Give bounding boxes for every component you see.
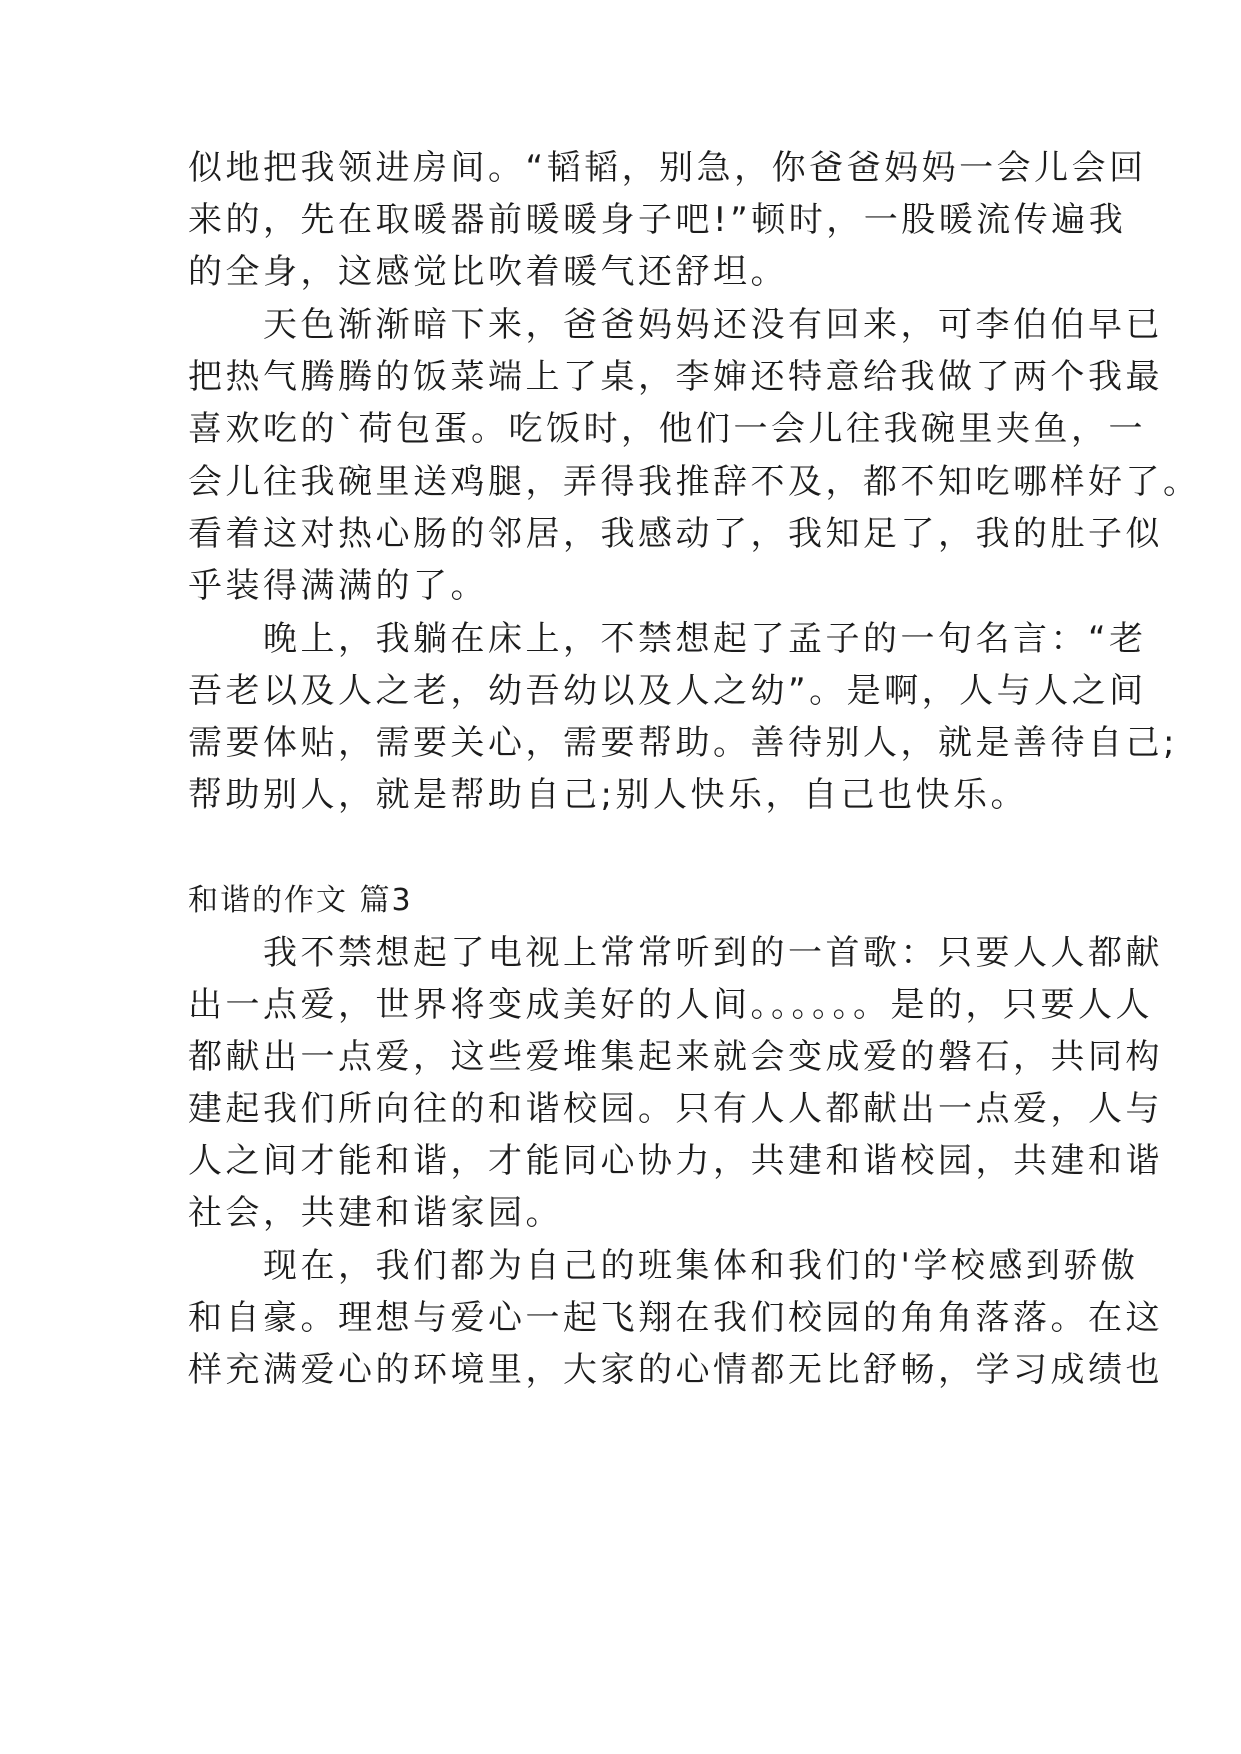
text-line: 社会，共建和谐家园。	[188, 1193, 563, 1233]
text-line: 会儿往我碗里送鸡腿，弄得我推辞不及，都不知吃哪样好了。	[188, 462, 1201, 502]
text-line: 建起我们所向往的和谐校园。只有人人都献出一点爱，人与	[188, 1089, 1163, 1129]
text-line: 乎装得满满的了。	[188, 566, 488, 606]
text-line: 和自豪。理想与爱心一起飞翔在我们校园的角角落落。在这	[188, 1298, 1163, 1338]
text-line: 喜欢吃的`荷包蛋。吃饭时，他们一会儿往我碗里夹鱼，一	[188, 409, 1146, 449]
text-line: 天色渐渐暗下来，爸爸妈妈还没有回来，可李伯伯早已	[188, 305, 1163, 345]
text-line: 我不禁想起了电视上常常听到的一首歌：只要人人都献	[188, 933, 1163, 973]
text-line: 晚上，我躺在床上，不禁想起了孟子的一句名言：“老	[188, 619, 1147, 659]
text-line: 帮助别人，就是帮助自己;别人快乐，自己也快乐。	[188, 775, 1028, 815]
text-line: 需要体贴，需要关心，需要帮助。善待别人，就是善待自己;	[188, 723, 1178, 763]
text-line: 看着这对热心肠的邻居，我感动了，我知足了，我的肚子似	[188, 514, 1163, 554]
text-line: 现在，我们都为自己的班集体和我们的'学校感到骄傲	[188, 1246, 1139, 1286]
section-heading: 和谐的作文 篇3	[188, 883, 413, 918]
text-line: 把热气腾腾的饭菜端上了桌，李婶还特意给我做了两个我最	[188, 357, 1163, 397]
text-line: 来的，先在取暖器前暖暖身子吧!”顿时，一股暖流传遍我	[188, 200, 1127, 240]
text-line: 人之间才能和谐，才能同心协力，共建和谐校园，共建和谐	[188, 1141, 1163, 1181]
text-line: 的全身，这感觉比吹着暖气还舒坦。	[188, 252, 788, 292]
text-line: 都献出一点爱，这些爱堆集起来就会变成爱的磐石，共同构	[188, 1037, 1163, 1077]
text-line: 出一点爱，世界将变成美好的人间。。。。。。是的，只要人人	[188, 985, 1153, 1025]
text-line: 吾老以及人之老，幼吾幼以及人之幼”。是啊，人与人之间	[188, 671, 1147, 711]
text-line: 样充满爱心的环境里，大家的心情都无比舒畅，学习成绩也	[188, 1350, 1163, 1390]
text-line: 似地把我领进房间。“韬韬，别急，你爸爸妈妈一会儿会回	[188, 148, 1147, 188]
